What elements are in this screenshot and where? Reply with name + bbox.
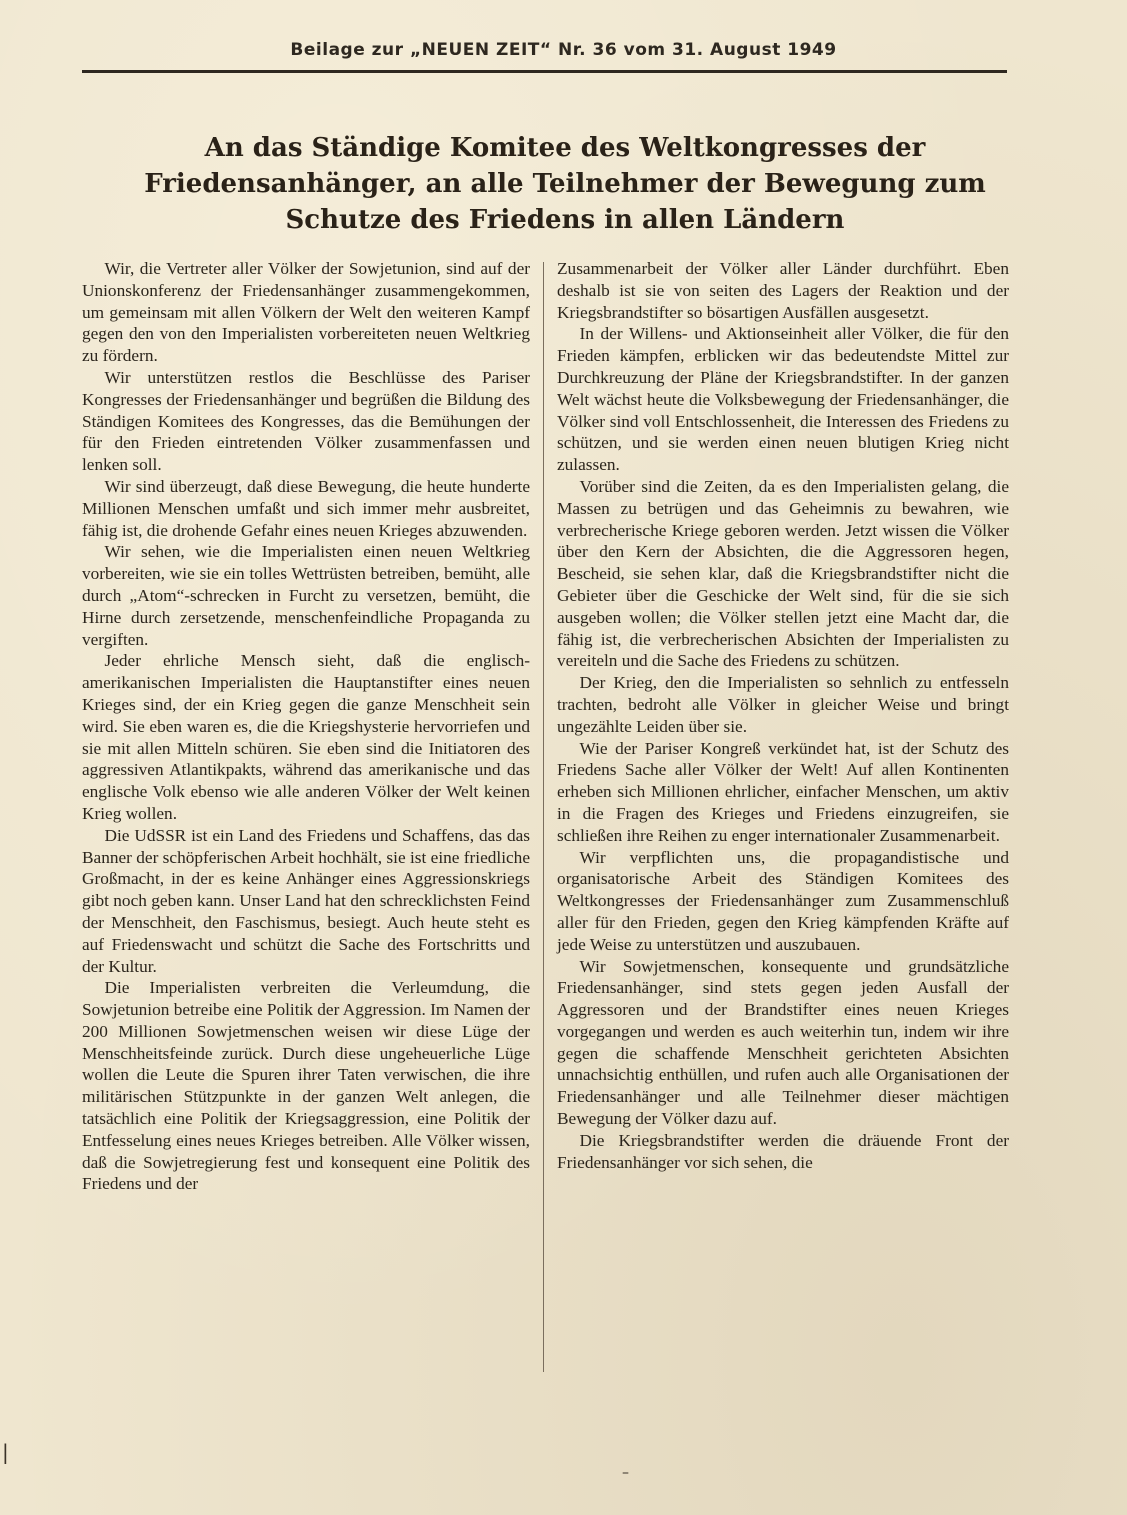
paragraph: Vorüber sind die Zeiten, da es den Imperialisten gelang, die Massen zu betrügen und das Geheimnis zu bewahren, wie verbrecherische Kriege geboren werden. Jetzt wissen die Völker über den Kern der Absichten, die die Aggressoren hegen, Bescheid, sie sehen klar, daß die Kriegsbrandstifter nicht die Gebieter über die Geschicke der Welt sind, für die sie sich ausgeben wollen; die Völker stellen jetzt eine Macht dar, die fähig ist, die verbrecherischen Absichten der Imperialisten zu vereiteln und die Sache des Friedens zu schützen. — [557, 476, 1009, 671]
title-line: An das Ständige Komitee des Weltkongresses der — [204, 133, 926, 163]
right-column — [557, 258, 1009, 1173]
paragraph: Wir sehen, wie die Imperialisten einen neuen Weltkrieg vorbereiten, wie sie ein tolles Wettrüsten betreiben, bemüht, alle durch „Atom“-schrecken in Furcht zu versetzen, bemüht, die Hirne durch zersetzende, menschenfeindliche Propaganda zu vergiften. — [82, 542, 530, 649]
paragraph: Der Krieg, den die Imperialisten so sehnlich zu entfesseln trachten, bedroht alle Völker in gleicher Weise und bringt ungezählte Leiden über sie. — [557, 673, 1009, 736]
paragraph: Jeder ehrliche Mensch sieht, daß die englisch-amerikanischen Imperialisten die Hauptanstifter eines neuen Krieges sind, der ein Krieg gegen die ganze Menschheit sein wird. Sie eben waren es, die die Kriegshysterie hervorriefen und sie mit allen Mitteln schüren. Sie eben sind die Initiatoren des aggressiven Atlantikpakts, während das amerikanische und das englische Volk ebenso wie alle anderen Völker der Welt keinen Krieg wollen. — [82, 651, 530, 823]
paragraph: Wir verpflichten uns, die propagandistische und organisatorische Arbeit des Ständigen Komitees des Weltkongresses der Friedensanhänger zum Zusammenschluß aller für den Frieden, gegen den Krieg kämpfenden Kräfte auf jede Weise zu unterstützen und auszubauen. — [557, 847, 1009, 954]
paragraph: Die Imperialisten verbreiten die Verleumdung, die Sowjetunion betreibe eine Politik der Aggression. Im Namen der 200 Millionen Sowjetmenschen weisen wir diese Lüge der Menschheitsfeinde zurück. Durch diese ungeheuerliche Lüge wollen die Leute die Spuren ihrer Taten verwischen, die ihre militärischen Stützpunkte in der ganzen Welt anlegen, die tatsächlich eine Politik der Kriegsaggression, eine Politik der Entfesselung eines neues Krieges betreiben. Alle Völker wissen, daß die Sowjetregierung fest und konsequent eine Politik des Friedens und der — [82, 978, 530, 1194]
paragraph: Wir sind überzeugt, daß diese Bewegung, die heute hunderte Millionen Menschen umfaßt und sich immer mehr ausbreitet, fähig ist, die drohende Gefahr eines neuen Krieges abzuwenden. — [82, 476, 530, 540]
left-column — [82, 258, 530, 1195]
title-line: Schutze des Friedens in allen Ländern — [285, 205, 845, 235]
header-rule — [82, 70, 1007, 73]
article-title — [130, 130, 1000, 238]
supplement-header: Beilage zur „NEUEN ZEIT“ Nr. 36 vom 31. August 1949 — [290, 40, 837, 60]
paragraph: Wie der Pariser Kongreß verkündet hat, ist der Schutz des Friedens Sache aller Völker der Welt! Auf allen Kontinenten erheben sich Millionen ehrlicher, einfacher Menschen, um aktiv in die Fragen des Krieges und Friedens einzugreifen, sie schließen ihre Reihen zu enger internationaler Zusammenarbeit. — [557, 738, 1009, 845]
column-divider — [543, 262, 544, 1372]
paragraph: Wir, die Vertreter aller Völker der Sowjetunion, sind auf der Unionskonferenz der Friedensanhänger zusammengekommen, um gemeinsam mit allen Völkern der Welt den weiteren Kampf gegen den von den Imperialisten vorbereiteten neuen Weltkrieg zu fördern. — [82, 259, 530, 366]
paper-mark-icon: | — [2, 1440, 9, 1464]
paragraph: Die UdSSR ist ein Land des Friedens und Schaffens, das das Banner der schöpferischen Arbeit hochhält, sie ist eine friedliche Großmacht, in der es keine Anhänger eines Aggressionskriegs gibt noch geben kann. Unser Land hat den schrecklichsten Feind der Menschheit, den Faschismus, besiegt. Auch heute steht es auf Friedenswacht und schützt die Sache des Fortschritts und der Kultur. — [82, 825, 530, 976]
title-line: Friedensanhänger, an alle Teilnehmer der Bewegung zum — [144, 169, 986, 199]
paragraph: Wir unterstützen restlos die Beschlüsse des Pariser Kongresses der Friedensanhänger und begrüßen die Bildung des Ständigen Komitees des Kongresses, das die Bemühungen der für den Frieden eintretenden Völker zusammenfassen und lenken soll. — [82, 367, 530, 475]
paragraph: Die Kriegsbrandstifter werden die dräuende Front der Friedensanhänger vor sich sehen, die — [557, 1130, 1009, 1172]
paragraph: Wir Sowjetmenschen, konsequente und grundsätzliche Friedensanhänger, sind stets gegen jeden Ausfall der Aggressoren und der Brandstifter eines neuen Krieges vorgegangen und werden es auch weiterhin tun, indem wir ihre gegen die schaffende Menschheit gerichteten Absichten unnachsichtig enthüllen, und rufen auch alle Organisationen der Friedensanhänger und alle Teilnehmer dieser mächtigen Bewegung der Völker dazu auf. — [557, 956, 1009, 1129]
paper-mark-icon: – — [622, 1465, 629, 1481]
paragraph: Zusammenarbeit der Völker aller Länder durchführt. Eben deshalb ist sie von seiten des Lagers der Reaktion und der Kriegsbrandstifter so bösartigen Ausfällen ausgesetzt. — [557, 259, 1009, 322]
paragraph: In der Willens- und Aktionseinheit aller Völker, die für den Frieden kämpfen, erblicken wir das bedeutendste Mittel zur Durchkreuzung der Pläne der Kriegsbrandstifter. In der ganzen Welt wächst heute die Volksbewegung der Friedensanhänger, die Völker sind voll Entschlossenheit, die Interessen des Friedens zu schützen, und sie werden einen neuen blutigen Krieg nicht zulassen. — [557, 324, 1009, 475]
